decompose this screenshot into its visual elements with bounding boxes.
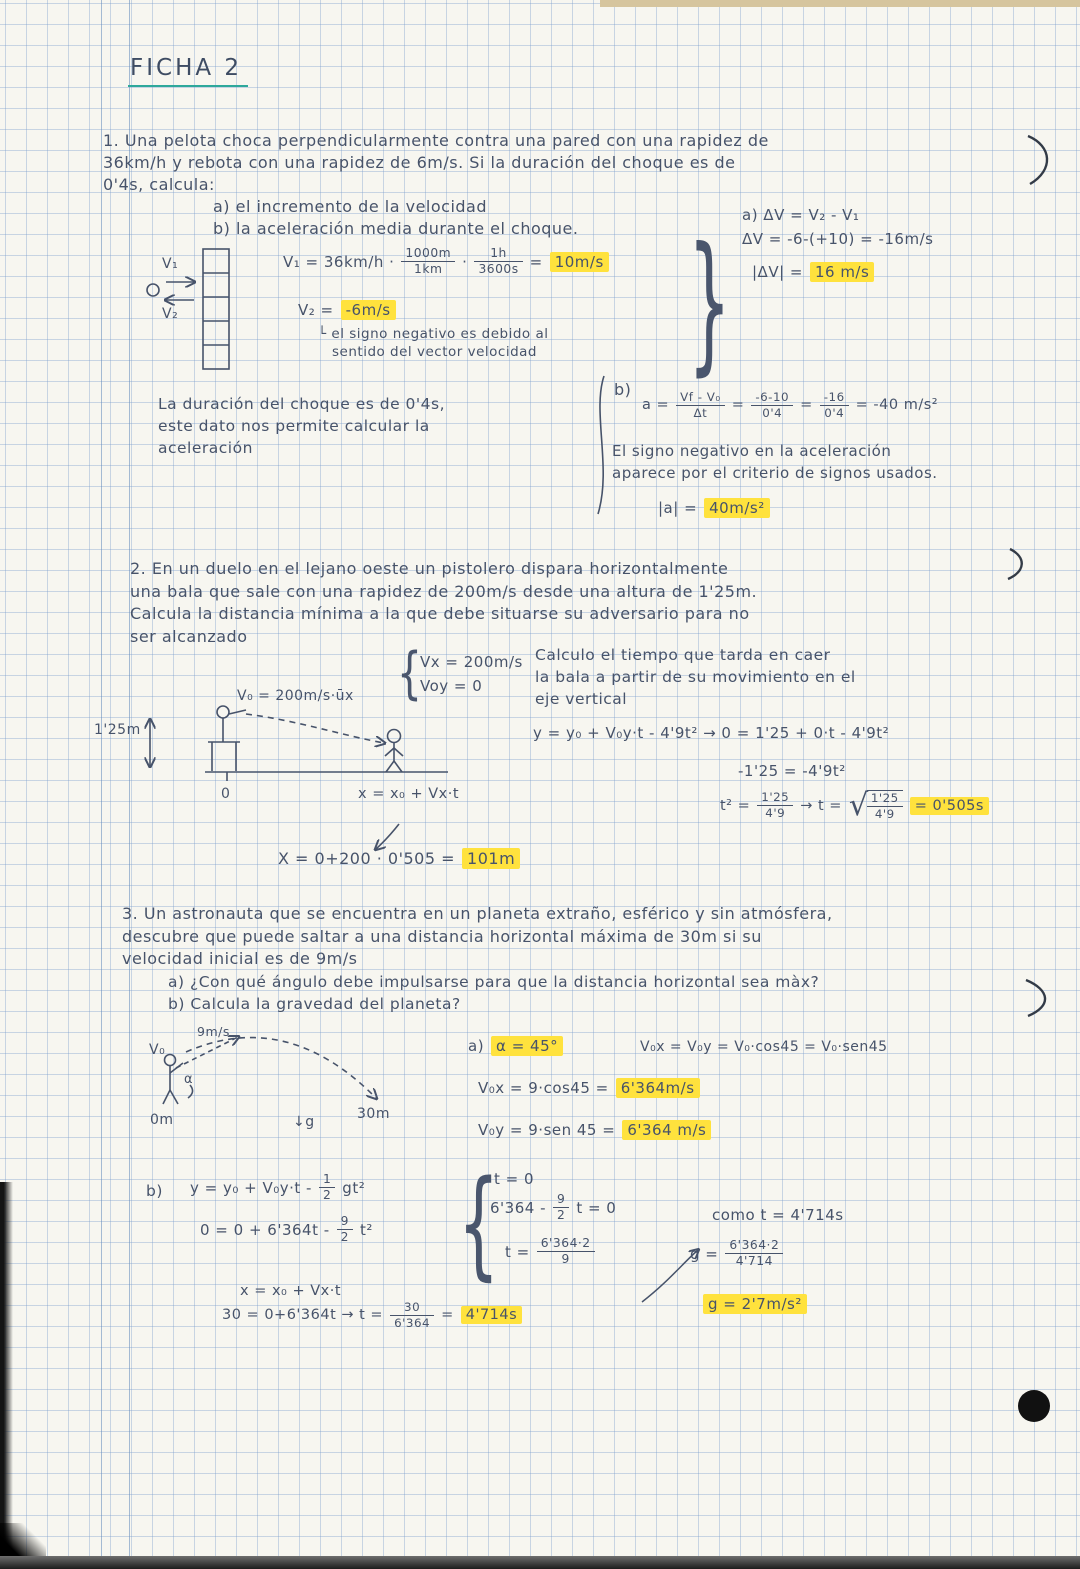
p2-final-answer [278,848,527,869]
p3-case-t0: t = 0 [494,1170,535,1188]
p3-vox-equation [478,1078,707,1098]
p3-angle-value: α = 45° [491,1036,563,1056]
p3-x0-label: 0m [150,1112,174,1128]
p1-sol-a-result-value: 16 m/s [810,262,874,282]
fraction-30-6364: $\frac{30}{6'364}$ [390,1300,434,1331]
fraction-vf-v0-dt: $\frac{\text{Vf - V₀}}{\Delta t}$ [676,390,725,421]
p3-item-b: b) Calcula la gravedad del planeta? [168,995,461,1013]
p1-statement-line-1: 1. Una pelota choca perpendicularmente contra una pared con una rapidez de [103,131,769,150]
p3-speed-label: 9m/s [197,1024,230,1039]
p3-vox-lhs: V₀x = 9·cos45 = [478,1079,609,1097]
p3-case-rhs: t = 0 [576,1198,617,1217]
p3-angle-answer [468,1036,570,1056]
p1-solution-a [742,203,933,251]
p2-v0-label: V₀ = 200m/s·ūx [237,688,354,704]
p3-case-equation [490,1192,623,1224]
p3-vox-value: 6'364m/s [616,1078,700,1098]
square-root-group [849,788,903,823]
p2-zero-label: 0 [221,786,231,802]
fraction-1h-3600s: $\frac{1h}{3600s}$ [474,246,522,278]
p1-item-b: b) la aceleración media durante el choque. [213,219,579,238]
p2-statement [130,558,757,648]
p1-sol-a-result-lhs: |ΔV| = [752,263,803,281]
ink-dot [1018,1390,1050,1422]
fraction-minus16: $\frac{-16}{0'4}$ [820,390,849,421]
p3-y-substituted [200,1214,380,1246]
p2-statement-line-2: una bala que sale con una rapidez de 200m/s desde una altura de 1'25m. [130,581,758,601]
p2-statement-line-3: Calcula la distancia mínima a la que debe situarse su adversario para no [130,604,750,623]
p3-g-final [703,1295,807,1313]
sqrt-sign: √ [848,788,869,823]
p3-g-equation [690,1238,790,1270]
p3-v0-label: V₀ [149,1042,166,1058]
p3-sol-a-label: a) [468,1037,485,1055]
p1-sign-note-1: └ el signo negativo es debido al [318,326,549,342]
p2-cond-voy: Voy = 0 [420,677,483,695]
scan-edge-left [0,1182,13,1569]
p2-conditions [420,650,523,698]
equals-sign: = [800,397,813,414]
p1-v1-equation [283,246,616,278]
p3-y-sub-rhs: t² [359,1220,373,1239]
p3-cases-brace: { [458,1154,500,1292]
p3-alpha-label: α [184,1072,194,1087]
p3-velocity-relation: V₀x = V₀y = V₀·cos45 = V₀·sen45 [640,1039,888,1055]
p2-conditions-brace: { [397,641,423,706]
p2-t2-lhs: t² = [720,797,751,814]
margin-line-right [129,0,130,1569]
scan-edge-top [600,0,1080,7]
wall [203,249,229,369]
p2-statement-line-1: 2. En un duelo en el lejano oeste un pistolero dispara horizontalmente [130,559,729,578]
p2-note-line-3: eje vertical [535,690,628,708]
p2-method-note [535,644,856,710]
fraction-nine-halves-2: 9 2 [553,1192,569,1224]
p3-y-eq-rhs: gt² [342,1178,366,1197]
p1-sign-note-2: sentido del vector velocidad [332,344,537,360]
p1-statement-line-3: 0'4s, calcula: [103,175,215,194]
p1-item-a: a) el incremento de la velocidad [213,197,488,216]
p1-work-brace: } [688,216,732,390]
p1-sol-a-line-2: ΔV = -6-(+10) = -16m/s [742,230,934,248]
p2-math-line-1: y = y₀ + V₀y·t - 4'9t² → 0 = 1'25 + 0·t - 4'9t² [533,724,890,742]
ball [147,284,159,296]
p3-voy-value: 6'364 m/s [622,1120,711,1140]
fraction-6364x2-9: $\frac{6'364\cdot 2}{9}$ [537,1236,595,1268]
pointer-to-answer [376,824,399,849]
p3-g-final-value: g = 2'7m/s² [703,1294,807,1314]
p1-para-line-3: aceleración [158,439,253,457]
shooter-head [217,706,229,718]
p1-question-items [213,196,578,240]
fraction-125-49-sqrt: $\frac{1'25}{4'9}$ [867,791,903,822]
p3-question-items [168,971,819,1015]
p1-acceleration-equation [642,390,945,421]
p1-para-line-2: este dato nos permite calcular la [158,417,430,435]
page-title: FICHA 2 [128,55,248,87]
p1-v1-label: V₁ [162,256,179,272]
p2-height-label: 1'25m [94,722,141,738]
fraction-6364x2-4714: $\frac{6'364\cdot 2}{4'714}$ [725,1238,783,1270]
p3-time-from-x [222,1300,529,1331]
p1-accel-note-1: El signo negativo en la aceleración [612,442,892,460]
fraction-nine-halves: 9 2 [337,1214,353,1246]
fraction-1000m-1km: 1000m 1km [401,246,455,278]
jump-trajectory [186,1038,376,1098]
astronaut-head [165,1055,176,1066]
p1-solution-b-bracket [598,376,604,514]
p2-time-result: = 0'505s [910,797,989,815]
p1-sol-a-line-1: a) ΔV = V₂ - V₁ [742,206,860,224]
p1-accel-note-2: aparece por el criterio de signos usados. [612,464,938,482]
duel-diagram [150,706,448,849]
p1-v2-result: -6m/s [341,300,396,320]
p3-y-equation [190,1172,372,1204]
p3-statement-line-2: descubre que puede saltar a una distancia horizontal máxima de 30m si su [122,926,762,946]
p3-y-eq-lhs: y = y₀ + V₀y·t - [190,1178,312,1197]
p3-y-sub-lhs: 0 = 0 + 6'364t - [200,1220,330,1239]
fraction-one-half: 1 2 [319,1172,335,1204]
p3-statement-line-3: velocidad inicial es de 9m/s [122,949,358,968]
p1-statement [103,130,769,196]
dot-operator: · [462,252,468,271]
p3-item-a: a) ¿Con qué ángulo debe impulsarse para que la distancia horizontal sea màx? [168,973,820,991]
p2-cond-vx: Vx = 200m/s [420,653,523,671]
p3-gravity-label: ↓g [293,1114,315,1130]
p2-note-line-1: Calculo el tiempo que tarda en caer [535,646,831,664]
p2-time-equation [720,788,996,823]
bullet-trajectory [246,714,384,743]
p1-accel-final-lhs: |a| = [658,499,698,517]
p1-v1-result: 10m/s [550,252,609,272]
p1-accel-final-value: 40m/s² [704,498,770,518]
wall-ball-diagram [147,249,229,369]
p2-t-arrow: → t = [800,797,842,814]
p3-t-solve [505,1236,602,1268]
jump-diagram [163,1037,376,1104]
p1-v1-lhs: V₁ = 36km/h · [283,252,395,271]
p3-voy-equation [478,1120,718,1140]
page-curl-marks [1008,136,1047,1016]
p3-como-note: como t = 4'714s [712,1206,844,1224]
p3-g-lhs: g = [690,1244,719,1263]
equals-sign: = [731,397,745,414]
equals-sign: = [441,1307,454,1324]
fraction-125-49: $\frac{1'25}{4'9}$ [757,790,793,821]
p1-v2-lhs: V₂ = [298,301,334,319]
p1-v2-label: V₂ [162,306,179,322]
scan-edge-bottom [0,1556,1080,1569]
p1-statement-line-2: 36km/h y rebota con una rapidez de 6m/s. Si la duración del choque es de [103,153,736,172]
p3-sol-b-label: b) [146,1182,163,1200]
equals-sign: = [529,252,543,271]
p1-accel-lhs: a = [642,397,670,414]
fraction-minus6-10: $\frac{-6-10}{0'4}$ [751,390,793,421]
p1-accel-result: = -40 m/s² [855,397,939,414]
p2-math-line-2: -1'25 = -4'9t² [738,762,846,780]
target-head [388,730,401,743]
p2-note-line-2: la bala a partir de su movimiento en el [535,668,856,686]
p2-final-lhs: X = 0+200 · 0'505 = [278,849,456,868]
p3-x-solve-lhs: 30 = 0+6'364t → t = [222,1307,384,1324]
p3-x1-label: 30m [357,1106,390,1122]
gun [229,710,246,714]
p1-sol-a-result [752,262,881,282]
p3-x-equation: x = x₀ + Vx·t [240,1283,342,1299]
p1-v2-equation [298,300,403,320]
p1-para-line-1: La duración del choque es de 0'4s, [158,395,446,413]
p1-accel-final [658,498,777,518]
p3-time-value: 4'714s [461,1306,522,1324]
margin-line-left [101,0,102,1569]
p2-final-value: 101m [462,848,520,869]
p3-case-lhs: 6'364 - [490,1198,546,1217]
p1-sol-b-label: b) [614,380,632,399]
p2-x-equation-label: x = x₀ + Vx·t [358,786,460,802]
p3-voy-lhs: V₀y = 9·sen 45 = [478,1121,616,1139]
p3-statement [122,903,833,971]
launch-vector [176,1037,238,1068]
p1-duration-paragraph [158,393,445,459]
p3-t-solve-lhs: t = [505,1242,530,1261]
p2-statement-line-4: ser alcanzado [130,626,248,646]
p3-statement-line-1: 3. Un astronauta que se encuentra en un planeta extraño, esférico y sin atmósfera, [122,904,833,923]
